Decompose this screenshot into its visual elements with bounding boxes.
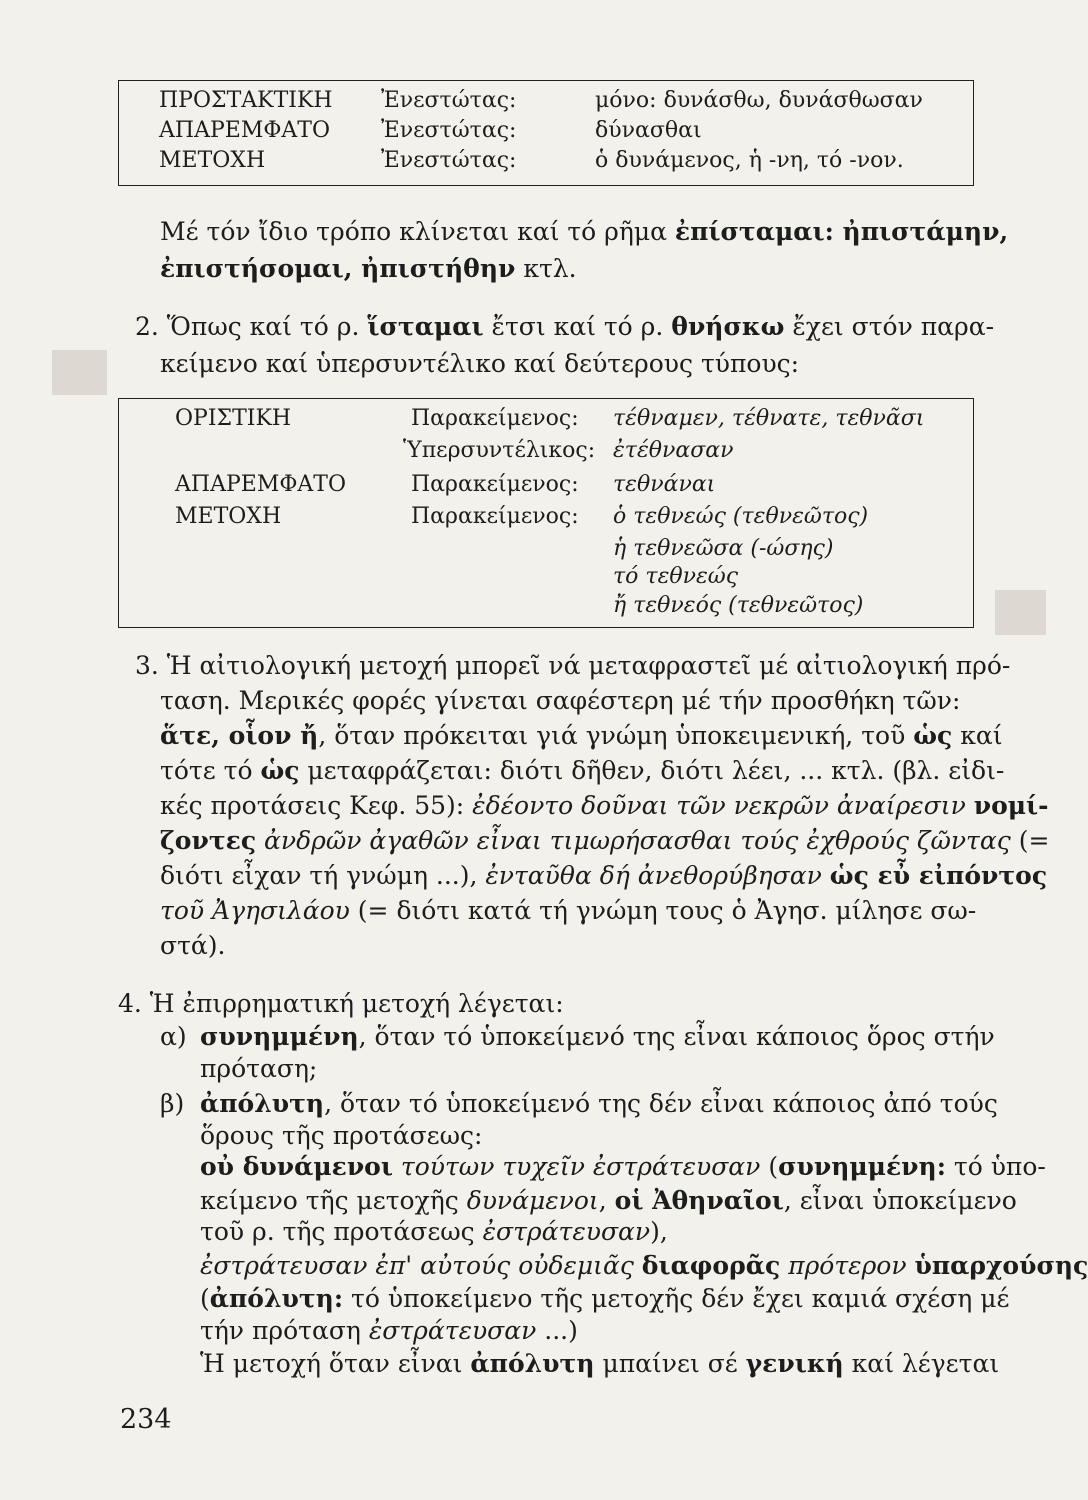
paragraph-line: 2. Ὅπως καί τό ρ. ἵσταμαι ἔτσι καί τό ρ. θνήσκω ἔχει στόν παρα-: [135, 312, 995, 341]
table1-tense: Ἐνεστώτας:: [381, 148, 517, 173]
paragraph-line: ὅρους τῆς προτάσεως:: [200, 1121, 483, 1150]
table1-forms: ὁ δυνάμενος, ἡ -νη, τό -νον.: [595, 148, 904, 173]
paragraph-line: τοῦ Ἀγησιλάου (= διότι κατά τή γνώμη τους ὁ Ἀγησ. μίλησε σω-: [160, 896, 977, 925]
page-number: 234: [120, 1404, 172, 1435]
paragraph-line: 3. Ἡ αἰτιολογική μετοχή μπορεῖ νά μεταφραστεῖ μέ αἰτιολογική πρό-: [135, 651, 1011, 680]
table1-mood: ΠΡΟΣΤΑΚΤΙΚΗ: [159, 88, 333, 113]
paragraph-line: ἐπιστήσομαι, ἠπιστήθην κτλ.: [160, 254, 577, 283]
table2-forms: ἤ τεθνεός (τεθνεῶτος): [613, 593, 864, 618]
paragraph-line: ἐστράτευσαν ἐπ' αὐτούς οὐδεμιᾶς διαφορᾶς πρότερον ὑπαρχούσης: [200, 1251, 1088, 1280]
paragraph-line: Μέ τόν ἴδιο τρόπο κλίνεται καί τό ρῆμα ἐπίσταμαι: ἠπιστάμην,: [160, 217, 1009, 246]
table2-forms: τεθνάναι: [613, 472, 716, 497]
table2-tense: Ὑπερσυντέλικος:: [403, 438, 596, 463]
paragraph-line: ζοντες ἀνδρῶν ἀγαθῶν εἶναι τιμωρήσασθαι τούς ἐχθρούς ζῶντας (=: [160, 826, 1050, 855]
table2-mood: ΟΡΙΣΤΙΚΗ: [175, 406, 292, 431]
paragraph-line: κείμενο καί ὑπερσυντέλικο καί δεύτερους τύπους:: [160, 349, 800, 378]
table2-tense: Παρακείμενος:: [411, 504, 579, 529]
paragraph-line: 4. Ἡ ἐπιρρηματική μετοχή λέγεται:: [118, 989, 564, 1018]
paragraph-line: ταση. Μερικές φορές γίνεται σαφέστερη μέ τήν προσθήκη τῶν:: [160, 686, 961, 715]
table1-tense: Ἐνεστώτας:: [381, 118, 517, 143]
list-marker: β): [160, 1089, 185, 1118]
paragraph-line: ἀπόλυτη, ὅταν τό ὑποκείμενό της δέν εἶναι κάποιος ἀπό τούς: [200, 1089, 998, 1118]
paragraph-line: (ἀπόλυτη: τό ὑποκείμενο τῆς μετοχῆς δέν ἔχει καμιά σχέση μέ: [200, 1284, 1010, 1313]
table1-mood: ΑΠΑΡΕΜΦΑΤΟ: [159, 118, 330, 143]
bleed-mark-right: [995, 590, 1046, 635]
table2-mood: ΑΠΑΡΕΜΦΑΤΟ: [175, 472, 346, 497]
table2-mood: ΜΕΤΟΧΗ: [175, 504, 282, 529]
paragraph-line: στά).: [160, 931, 226, 960]
paragraph-line: ἅτε, οἷον ἤ, ὅταν πρόκειται γιά γνώμη ὑποκειμενική, τοῦ ὡς καί: [160, 721, 1003, 750]
paragraph-line: τότε τό ὡς μεταφράζεται: διότι δῆθεν, διότι λέει, ... κτλ. (βλ. εἰδι-: [160, 756, 1005, 785]
paragraph-line: Ἡ μετοχή ὅταν εἶναι ἀπόλυτη μπαίνει σέ γενική καί λέγεται: [200, 1349, 1000, 1378]
table2-forms: τό τεθνεώς: [613, 564, 739, 589]
paragraph-line: συνημμένη, ὅταν τό ὑποκείμενό της εἶναι κάποιος ὅρος στήν: [200, 1022, 995, 1051]
table2-tense: Παρακείμενος:: [411, 472, 579, 497]
table1-forms: δύνασθαι: [595, 118, 702, 143]
paragraph-line: διότι εἶχαν τή γνώμη ...), ἐνταῦθα δή ἀνεθορύβησαν ὡς εὖ εἰπόντος: [160, 861, 1048, 890]
paragraph-line: κείμενο τῆς μετοχῆς δυνάμενοι, οἱ Ἀθηναῖοι, εἶναι ὑποκείμενο: [200, 1186, 1017, 1215]
table2-tense: Παρακείμενος:: [411, 406, 579, 431]
table2-forms: τέθναμεν, τέθνατε, τεθνᾶσι: [613, 406, 925, 431]
table1-forms: μόνο: δυνάσθω, δυνάσθωσαν: [595, 88, 923, 113]
conjugation-table-1: [118, 80, 974, 186]
paragraph-line: πρόταση;: [200, 1054, 318, 1083]
conjugation-table-2: [118, 398, 974, 628]
table1-tense: Ἐνεστώτας:: [381, 88, 517, 113]
list-marker: α): [160, 1022, 187, 1051]
table2-forms: ἡ τεθνεῶσα (-ώσης): [613, 536, 834, 561]
bleed-mark-left: [52, 350, 107, 395]
paragraph-line: τήν πρόταση ἐστράτευσαν ...): [200, 1316, 578, 1345]
paragraph-line: τοῦ ρ. τῆς προτάσεως ἐστράτευσαν),: [200, 1217, 668, 1246]
table2-forms: ὁ τεθνεώς (τεθνεῶτος): [613, 504, 869, 529]
table1-mood: ΜΕΤΟΧΗ: [159, 148, 266, 173]
paragraph-line: οὐ δυνάμενοι τούτων τυχεῖν ἐστράτευσαν (συνημμένη: τό ὑπο-: [200, 1152, 1046, 1181]
table2-forms: ἐτέθνασαν: [613, 438, 734, 463]
paragraph-line: κές προτάσεις Κεφ. 55): ἐδέοντο δοῦναι τῶν νεκρῶν ἀναίρεσιν νομί-: [160, 791, 1049, 820]
